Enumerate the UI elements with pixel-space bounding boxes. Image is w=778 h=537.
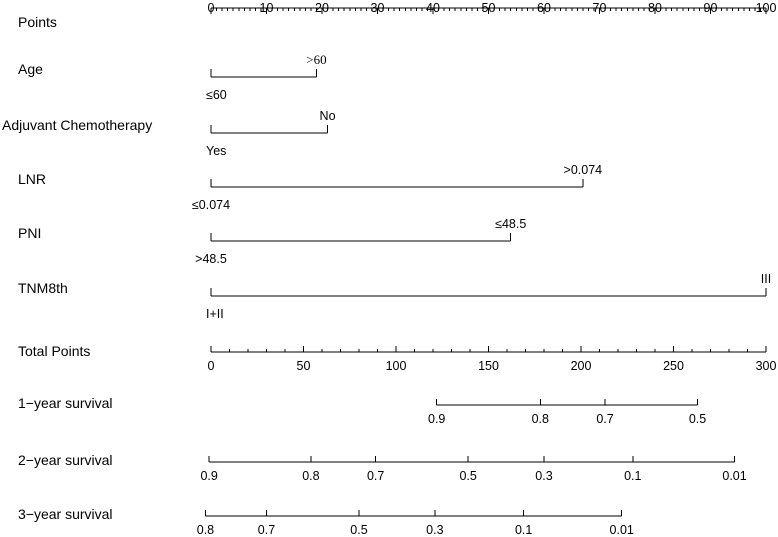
tnm8th-row-label: TNM8th: [18, 280, 68, 296]
2-year-survival-tick-label: 0.7: [366, 469, 385, 483]
adjuvant-chemotherapy-row-label: Adjuvant Chemotherapy: [2, 117, 153, 133]
3-year-survival-tick-label: 0.7: [257, 523, 276, 537]
2-year-survival-tick-label: 0.8: [302, 469, 320, 483]
1-year-survival-tick-label: 0.9: [428, 412, 446, 426]
3-year-survival-tick-label: 0.01: [609, 523, 634, 537]
adjuvant-chemotherapy-level-label: Yes: [206, 144, 227, 158]
1-year-survival-tick-label: 0.8: [531, 412, 549, 426]
3-year-survival-tick-label: 0.8: [196, 523, 215, 537]
age-row-label: Age: [18, 61, 43, 77]
1-year-survival-row-label: 1−year survival: [18, 395, 113, 411]
2-year-survival-tick-label: 0.01: [722, 469, 747, 483]
points-tick-label: 70: [592, 1, 607, 15]
lnr-level-label: >0.074: [563, 163, 603, 177]
total-points-tick-label: 300: [755, 359, 777, 373]
points-row-label: Points: [18, 14, 57, 30]
total-points-tick-label: 0: [207, 359, 215, 373]
pni-level-label: ≤48.5: [495, 217, 527, 231]
points-tick-label: 40: [426, 1, 440, 15]
3-year-survival-tick-label: 0.1: [514, 523, 533, 537]
3-year-survival-row-label: 3−year survival: [18, 506, 113, 522]
total-points-tick-label: 150: [478, 359, 499, 373]
2-year-survival-tick-label: 0.1: [624, 469, 642, 483]
tnm8th-level-label: I+II: [206, 307, 224, 321]
2-year-survival-tick-label: 0.5: [459, 469, 477, 483]
points-tick-label: 20: [315, 1, 329, 15]
points-tick-label: 0: [207, 1, 215, 15]
adjuvant-chemotherapy-level-label: No: [319, 109, 336, 123]
1-year-survival-tick-label: 0.5: [688, 412, 707, 426]
points-tick-label: 90: [703, 1, 718, 15]
pni-level-label: >48.5: [195, 252, 227, 266]
total-points-tick-label: 250: [663, 359, 684, 373]
age-level-label: ≤60: [206, 88, 227, 102]
2-year-survival-row-label: 2−year survival: [18, 452, 113, 468]
total-points-row-label: Total Points: [18, 343, 91, 359]
tnm8th-level-label: III: [760, 272, 772, 286]
total-points-tick-label: 50: [296, 359, 311, 373]
lnr-row-label: LNR: [18, 171, 47, 187]
points-tick-label: 100: [755, 1, 777, 15]
total-points-tick-label: 100: [385, 359, 407, 373]
3-year-survival-tick-label: 0.5: [350, 523, 368, 537]
points-tick-label: 60: [537, 1, 551, 15]
pni-row-label: PNI: [18, 225, 42, 241]
points-tick-label: 10: [259, 1, 274, 15]
1-year-survival-tick-label: 0.7: [596, 412, 614, 426]
2-year-survival-tick-label: 0.3: [535, 469, 553, 483]
points-tick-label: 30: [370, 1, 385, 15]
age-level-label: >60: [306, 52, 327, 67]
2-year-survival-tick-label: 0.9: [200, 469, 218, 483]
points-tick-label: 50: [481, 1, 496, 15]
lnr-level-label: ≤0.074: [191, 198, 231, 212]
3-year-survival-tick-label: 0.3: [426, 523, 444, 537]
total-points-tick-label: 200: [570, 359, 592, 373]
points-tick-label: 80: [648, 1, 662, 15]
